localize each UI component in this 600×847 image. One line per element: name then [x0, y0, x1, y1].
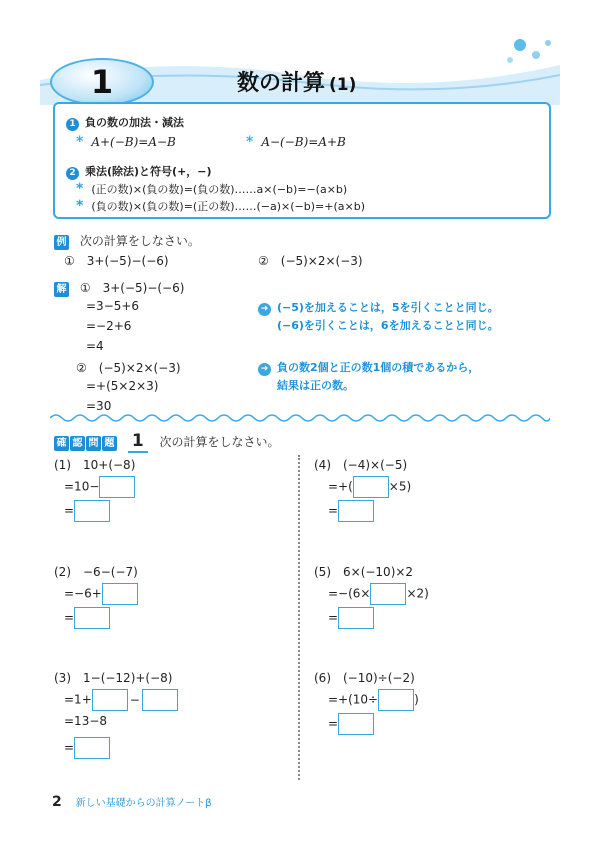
summary-section2-title: 2 乗法(除法)と符号(+，−)	[66, 163, 212, 180]
q1-step2: =	[64, 500, 110, 522]
question-2: (2) −6−(−7)	[54, 565, 138, 579]
answer-box[interactable]	[378, 689, 414, 711]
solution-step: =4	[86, 339, 104, 353]
answer-box[interactable]	[353, 476, 389, 498]
chapter-badge	[50, 58, 154, 106]
q3-step2: =13−8	[64, 714, 108, 728]
asterisk-icon: *	[246, 134, 254, 150]
q2-step2: =	[64, 607, 110, 629]
page-number: 2	[52, 794, 62, 810]
q5-step2: =	[328, 607, 374, 629]
formula-1: * A+(−B)=A−B	[76, 134, 176, 150]
q4-step1: =+( ×5)	[328, 476, 411, 498]
answer-box[interactable]	[92, 689, 128, 711]
question-1: (1) 10+(−8)	[54, 458, 136, 472]
answer-box[interactable]	[142, 689, 178, 711]
note-1b: (−6)を引くことは，6を加えることと同じ。	[277, 319, 499, 332]
answer-box[interactable]	[338, 713, 374, 735]
chapter-number: 1	[90, 63, 114, 101]
asterisk-icon: *	[76, 198, 84, 214]
solution-header: 解 ① 3+(−5)−(−6)	[54, 279, 184, 297]
q2-step1: =−6+	[64, 583, 138, 605]
arrow-right-icon: ➜	[258, 363, 271, 376]
q1-step1: =10−	[64, 476, 135, 498]
arrow-right-icon: ➜	[258, 303, 271, 316]
solution-step: =3−5+6	[86, 299, 140, 313]
answer-box[interactable]	[99, 476, 135, 498]
answer-box[interactable]	[74, 500, 110, 522]
formula-2: * A−(−B)=A+B	[246, 134, 346, 150]
column-divider	[298, 455, 300, 780]
q3-step1: =1+ −	[64, 689, 178, 711]
solution-tag: 解	[54, 282, 69, 297]
book-title: 新しい基礎からの計算ノートβ	[75, 798, 212, 809]
page-title: 数の計算 (1)	[237, 71, 357, 96]
answer-box[interactable]	[102, 583, 138, 605]
check-number: 1	[128, 431, 148, 453]
question-3: (3) 1−(−12)+(−8)	[54, 671, 173, 685]
q5-step1: =−(6× ×2)	[328, 583, 429, 605]
solution-step: =−2+6	[86, 319, 132, 333]
answer-box[interactable]	[74, 737, 110, 759]
asterisk-icon: *	[76, 181, 84, 197]
example-tag: 例	[54, 235, 69, 250]
footer	[52, 794, 212, 810]
check-header: 確 認 問 題 1 次の計算をしなさい。	[54, 431, 280, 451]
question-4: (4) (−4)×(−5)	[314, 458, 408, 472]
asterisk-icon: *	[76, 134, 84, 150]
answer-box[interactable]	[370, 583, 406, 605]
summary-section1-title: 1 負の数の加法・減法	[66, 114, 184, 131]
q6-step1: =+(10÷ )	[328, 689, 419, 711]
note-2: ➜ 負の数2個と正の数1個の積であるから，	[258, 359, 479, 376]
example-problem-1: ① 3+(−5)−(−6)	[64, 254, 169, 268]
note-1: ➜ (−5)を加えることは，5を引くことと同じ。	[258, 299, 499, 316]
q4-step2: =	[328, 500, 374, 522]
answer-box[interactable]	[338, 607, 374, 629]
wave-divider	[50, 412, 550, 424]
question-5: (5) 6×(−10)×2	[314, 565, 414, 579]
solution-step: =+(5×2×3)	[86, 379, 159, 393]
solution-problem-2: ② (−5)×2×(−3)	[76, 361, 181, 375]
note-2b: 結果は正の数。	[277, 379, 354, 392]
rule-1: * (正の数)×(負の数)=(負の数)……a×(−b)=−(a×b)	[76, 181, 348, 197]
example-problem-2: ② (−5)×2×(−3)	[258, 254, 363, 268]
rule-2: * (負の数)×(負の数)=(正の数)……(−a)×(−b)=+(a×b)	[76, 198, 366, 214]
example-header: 例 次の計算をしなさい。	[54, 232, 200, 250]
question-6: (6) (−10)÷(−2)	[314, 671, 415, 685]
answer-box[interactable]	[74, 607, 110, 629]
solution-step: =30	[86, 399, 112, 413]
q3-step3: =	[64, 737, 110, 759]
answer-box[interactable]	[338, 500, 374, 522]
q6-step2: =	[328, 713, 374, 735]
